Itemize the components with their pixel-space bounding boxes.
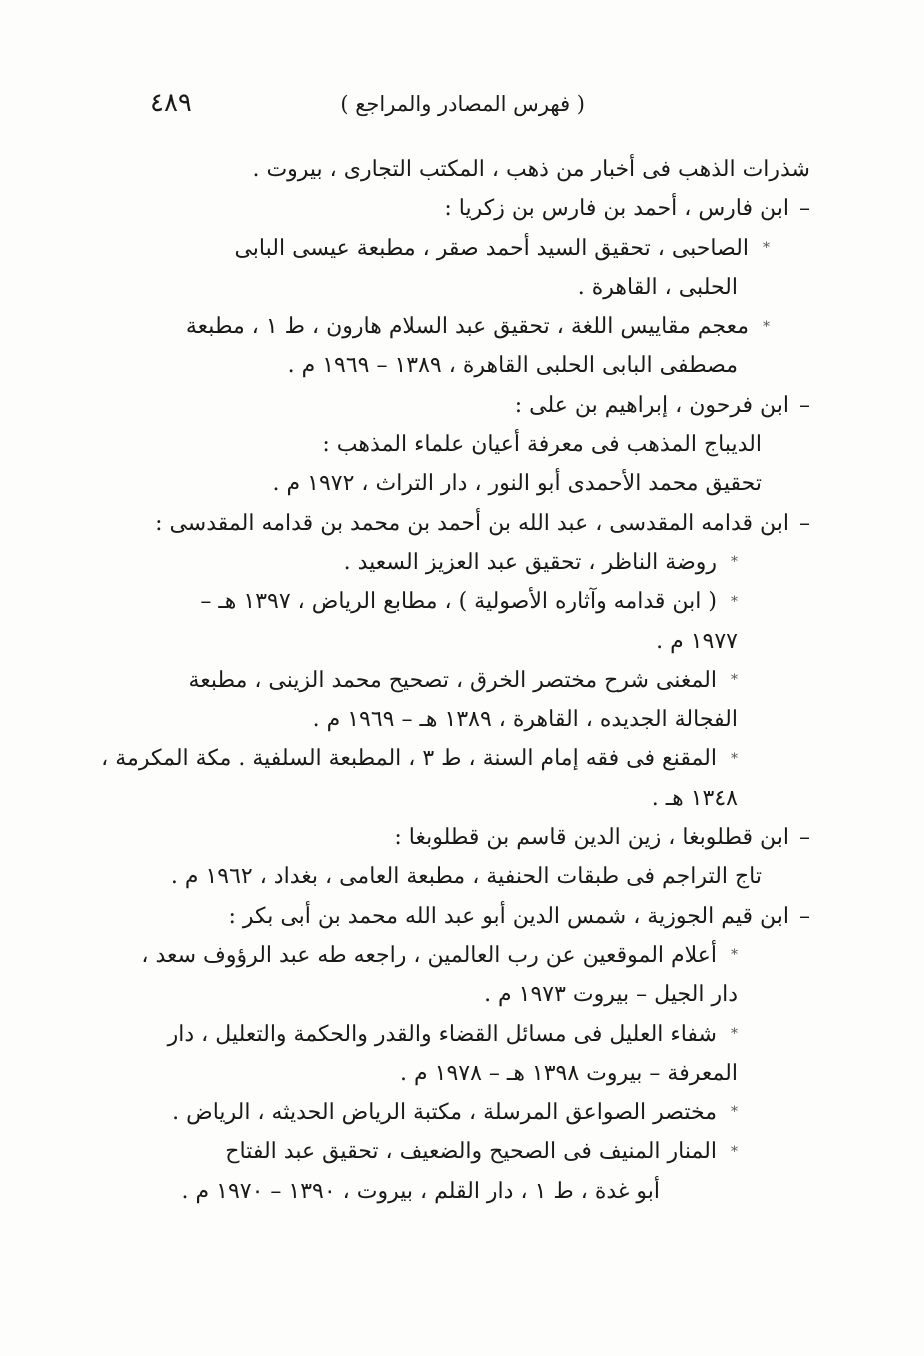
line-text: أبو غدة ، ط ١ ، دار القلم ، بيروت ، ١٣٩٠ – ١٩٧٠ م . bbox=[181, 1178, 660, 1204]
line-text: ابن فرحون ، إبراهيم بن على : bbox=[514, 392, 789, 418]
reference-line bbox=[140, 857, 810, 896]
dash-marker: – bbox=[799, 196, 810, 222]
author-entry-line bbox=[140, 504, 810, 543]
reference-line bbox=[140, 700, 810, 739]
asterisk-marker: * bbox=[731, 750, 738, 767]
line-text: شذرات الذهب فى أخبار من ذهب ، المكتب التجارى ، بيروت . bbox=[252, 157, 810, 182]
asterisk-marker: * bbox=[731, 1025, 738, 1042]
reference-line bbox=[140, 1054, 810, 1093]
asterisk-marker: * bbox=[731, 593, 738, 610]
author-entry-line bbox=[140, 818, 810, 857]
line-text: ( ابن قدامه وآثاره الأصولية ) ، مطابع الرياض ، ١٣٩٧ هـ – bbox=[200, 589, 717, 615]
reference-line bbox=[140, 779, 810, 818]
reference-line bbox=[140, 1093, 810, 1132]
line-text: مختصر الصواعق المرسلة ، مكتبة الرياض الحديثه ، الرياض . bbox=[172, 1100, 717, 1126]
reference-line bbox=[140, 346, 810, 385]
line-text: روضة الناظر ، تحقيق عبد العزيز السعيد . bbox=[343, 549, 717, 575]
reference-line bbox=[140, 1132, 810, 1171]
line-text: مصطفى البابى الحلبى القاهرة ، ١٣٨٩ – ١٩٦٩ م . bbox=[287, 353, 738, 379]
dash-marker: – bbox=[799, 825, 810, 851]
running-title: ( فهرس المصادر والمراجع ) bbox=[340, 92, 585, 116]
reference-line bbox=[140, 582, 810, 621]
page-header bbox=[150, 88, 790, 128]
asterisk-marker: * bbox=[731, 1104, 738, 1121]
line-text: تحقيق محمد الأحمدى أبو النور ، دار التراث ، ١٩٧٢ م . bbox=[272, 471, 762, 497]
dash-marker: – bbox=[799, 392, 810, 418]
line-text: الحلبى ، القاهرة . bbox=[577, 274, 738, 300]
author-entry-line bbox=[140, 386, 810, 425]
author-entry-line bbox=[140, 897, 810, 936]
reference-line bbox=[140, 229, 810, 268]
line-text: شفاء العليل فى مسائل القضاء والقدر والحكمة والتعليل ، دار bbox=[167, 1021, 717, 1047]
line-text: ابن قطلوبغا ، زين الدين قاسم بن قطلوبغا : bbox=[394, 825, 789, 851]
reference-line bbox=[140, 307, 810, 346]
reference-line bbox=[140, 1172, 810, 1211]
line-text: ١٣٤٨ هـ . bbox=[651, 785, 738, 811]
reference-line bbox=[101, 739, 810, 778]
line-text: الفجالة الجديده ، القاهرة ، ١٣٨٩ هـ – ١٩٦٩ م . bbox=[312, 707, 738, 733]
line-text: ١٩٧٧ م . bbox=[656, 628, 738, 654]
reference-line bbox=[140, 150, 810, 189]
asterisk-marker: * bbox=[763, 239, 770, 256]
dash-marker: – bbox=[799, 510, 810, 536]
reference-line bbox=[140, 464, 810, 503]
reference-line bbox=[140, 425, 810, 464]
asterisk-marker: * bbox=[731, 947, 738, 964]
author-entry-line bbox=[140, 189, 810, 228]
asterisk-marker: * bbox=[731, 1143, 738, 1160]
reference-line bbox=[140, 543, 810, 582]
line-text: ابن قيم الجوزية ، شمس الدين أبو عبد الله محمد بن أبى بكر : bbox=[228, 903, 789, 929]
line-text: أعلام الموقعين عن رب العالمين ، راجعه طه عبد الرؤوف سعد ، bbox=[141, 942, 717, 968]
reference-line bbox=[140, 975, 810, 1014]
reference-line bbox=[140, 661, 810, 700]
line-text: ابن فارس ، أحمد بن فارس بن زكريا : bbox=[444, 196, 789, 222]
line-text: المقنع فى فقه إمام السنة ، ط ٣ ، المطبعة السلفية . مكة المكرمة ، bbox=[101, 746, 717, 772]
line-text: المعرفة – بيروت ١٣٩٨ هـ – ١٩٧٨ م . bbox=[400, 1060, 738, 1086]
reference-line bbox=[140, 622, 810, 661]
line-text: المغنى شرح مختصر الخرق ، تصحيح محمد الزينى ، مطبعة bbox=[188, 667, 717, 693]
asterisk-marker: * bbox=[731, 672, 738, 689]
reference-line bbox=[140, 1015, 810, 1054]
line-text: معجم مقاييس اللغة ، تحقيق عبد السلام هارون ، ط ١ ، مطبعة bbox=[185, 314, 749, 340]
asterisk-marker: * bbox=[763, 318, 770, 335]
line-text: دار الجيل – بيروت ١٩٧٣ م . bbox=[484, 982, 738, 1008]
line-text: الصاحبى ، تحقيق السيد أحمد صقر ، مطبعة عيسى البابى bbox=[234, 235, 749, 261]
line-text: المنار المنيف فى الصحيح والضعيف ، تحقيق عبد الفتاح bbox=[225, 1139, 717, 1165]
line-text: تاج التراجم فى طبقات الحنفية ، مطبعة العامى ، بغداد ، ١٩٦٢ م . bbox=[170, 864, 762, 890]
line-text: الديباج المذهب فى معرفة أعيان علماء المذهب : bbox=[322, 432, 762, 458]
dash-marker: – bbox=[799, 903, 810, 929]
line-text: ابن قدامه المقدسى ، عبد الله بن أحمد بن محمد بن قدامه المقدسى : bbox=[155, 510, 789, 536]
reference-line bbox=[140, 936, 810, 975]
asterisk-marker: * bbox=[731, 554, 738, 571]
reference-line bbox=[140, 268, 810, 307]
page-number: ٤٨٩ bbox=[150, 88, 192, 118]
bibliography-list bbox=[101, 150, 810, 1211]
